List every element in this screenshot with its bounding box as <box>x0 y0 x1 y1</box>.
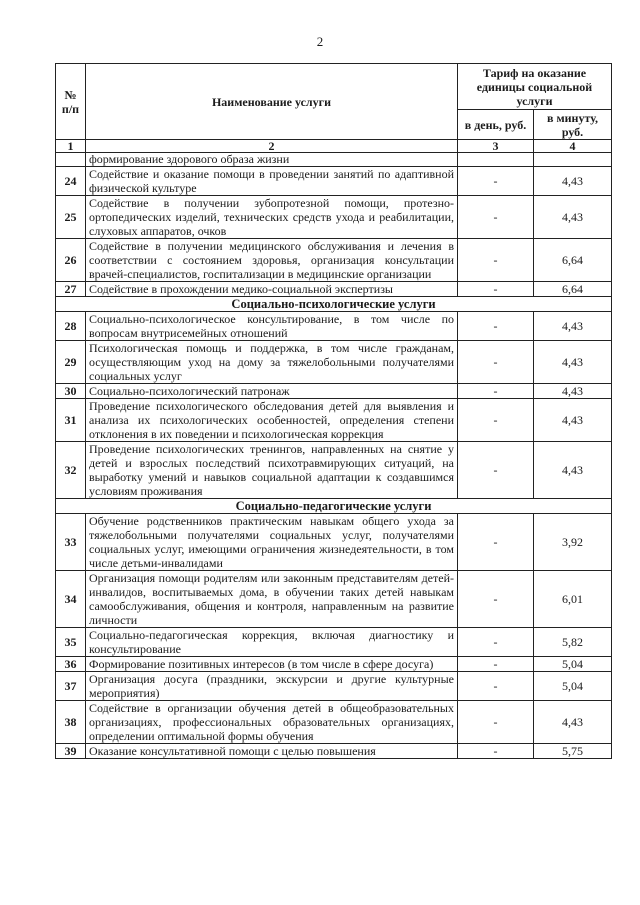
table-row <box>56 657 612 672</box>
continuation-row <box>56 153 612 167</box>
service-number: 35 <box>56 628 86 657</box>
tariff-per-minute: 3,92 <box>534 514 612 571</box>
service-name: Содействие в получении зубопротезной помощи, протезно-ортопедических изделий, технических средств ухода и реабилитации, слуховых аппаратов, очков <box>86 196 458 239</box>
tariff-per-minute: 4,43 <box>534 196 612 239</box>
service-number: 39 <box>56 744 86 759</box>
tariff-per-minute: 5,75 <box>534 744 612 759</box>
service-number: 36 <box>56 657 86 672</box>
per-minute-header: в минуту, руб. <box>534 110 612 140</box>
section-header-psych <box>56 297 612 312</box>
table-row <box>56 672 612 701</box>
service-name: Проведение психологических тренингов, направленных на снятие у детей и взрослых последствий психотравмирующих ситуаций, на выработку умений и навыков социальной адаптации к создавшимся условиям проживания <box>86 442 458 499</box>
tariff-per-day: - <box>458 657 534 672</box>
table-row <box>56 196 612 239</box>
tariff-per-minute: 5,04 <box>534 657 612 672</box>
table-row <box>56 312 612 341</box>
tariff-per-day: - <box>458 514 534 571</box>
tariff-per-day: - <box>458 239 534 282</box>
tariff-per-minute: 4,43 <box>534 341 612 384</box>
table-row <box>56 384 612 399</box>
service-name: Содействие в организации обучения детей в общеобразовательных организациях, профессиональных образовательных организациях, определении оптимальной формы обучения <box>86 701 458 744</box>
tariff-per-minute: 6,64 <box>534 239 612 282</box>
service-name: Социально-педагогическая коррекция, включая диагностику и консультирование <box>86 628 458 657</box>
tariff-per-day: - <box>458 701 534 744</box>
service-name: Организация досуга (праздники, экскурсии и другие культурные мероприятия) <box>86 672 458 701</box>
tariff-per-minute: 6,01 <box>534 571 612 628</box>
table-row <box>56 282 612 297</box>
num-column-header: № п/п <box>56 64 86 140</box>
table-row <box>56 341 612 384</box>
service-name: Обучение родственников практическим навыкам общего ухода за тяжелобольными получателями социальных услуг, получателями социальных услуг, имеющими ограничения жизнедеятельности, в том числе детьми-инвалидами <box>86 514 458 571</box>
tariff-table <box>55 63 612 759</box>
service-number: 29 <box>56 341 86 384</box>
service-number: 30 <box>56 384 86 399</box>
column-number: 1 <box>56 140 86 153</box>
tariff-per-day: - <box>458 571 534 628</box>
tariff-per-day: - <box>458 672 534 701</box>
service-name: Социально-психологическое консультирование, в том числе по вопросам внутрисемейных отношений <box>86 312 458 341</box>
service-name: Организация помощи родителям или законным представителям детей-инвалидов, воспитываемых дома, в обучении таких детей навыкам самообслуживания, общения и контроля, направленным на развитие личности <box>86 571 458 628</box>
service-number: 24 <box>56 167 86 196</box>
tariff-per-day: - <box>458 399 534 442</box>
section-header-ped <box>56 499 612 514</box>
tariff-per-day: - <box>458 628 534 657</box>
service-number: 32 <box>56 442 86 499</box>
table-row <box>56 514 612 571</box>
column-number: 3 <box>458 140 534 153</box>
table-row <box>56 701 612 744</box>
service-number: 25 <box>56 196 86 239</box>
column-numbers-row <box>56 140 612 153</box>
table-row <box>56 744 612 759</box>
tariff-per-minute: 6,64 <box>534 282 612 297</box>
column-number: 2 <box>86 140 458 153</box>
tariff-per-day: - <box>458 442 534 499</box>
service-number: 28 <box>56 312 86 341</box>
service-number: 27 <box>56 282 86 297</box>
tariff-per-day: - <box>458 341 534 384</box>
table-row <box>56 167 612 196</box>
service-name: Содействие в получении медицинского обслуживания и лечения в соответствии с состоянием здоровья, организация консультации врачей-специалистов, госпитализации в медицинские организации <box>86 239 458 282</box>
name-column-header: Наименование услуги <box>86 64 458 140</box>
service-name: Содействие в прохождении медико-социальной экспертизы <box>86 282 458 297</box>
service-number: 38 <box>56 701 86 744</box>
service-name: Проведение психологического обследования детей для выявления и анализа их психологических особенностей, определения степени отклонения в их поведении и психологическая коррекция <box>86 399 458 442</box>
tariff-per-day: - <box>458 282 534 297</box>
tariff-per-minute: 4,43 <box>534 399 612 442</box>
tariff-per-minute: 5,04 <box>534 672 612 701</box>
tariff-per-day: - <box>458 196 534 239</box>
tariff-per-minute: 4,43 <box>534 312 612 341</box>
service-name: Формирование позитивных интересов (в том числе в сфере досуга) <box>86 657 458 672</box>
tariff-per-minute: 4,43 <box>534 384 612 399</box>
section-title: Социально-педагогические услуги <box>56 499 612 514</box>
tariff-per-minute: 4,43 <box>534 442 612 499</box>
section-title: Социально-психологические услуги <box>56 297 612 312</box>
table-row <box>56 239 612 282</box>
service-number: 37 <box>56 672 86 701</box>
table-row <box>56 399 612 442</box>
tariff-per-minute: 4,43 <box>534 167 612 196</box>
service-name: Психологическая помощь и поддержка, в том числе гражданам, осуществляющим уход на дому за тяжелобольными получателями социальных услуг <box>86 341 458 384</box>
table-row <box>56 628 612 657</box>
service-number: 31 <box>56 399 86 442</box>
service-number: 34 <box>56 571 86 628</box>
service-name: Социально-психологический патронаж <box>86 384 458 399</box>
column-number: 4 <box>534 140 612 153</box>
tariff-per-day: - <box>458 312 534 341</box>
table-row <box>56 442 612 499</box>
tariff-per-minute: 4,43 <box>534 701 612 744</box>
tariff-per-day: - <box>458 744 534 759</box>
service-name: Содействие и оказание помощи в проведении занятий по адаптивной физической культуре <box>86 167 458 196</box>
service-number: 33 <box>56 514 86 571</box>
tariff-per-minute: 5,82 <box>534 628 612 657</box>
continuation-text: формирование здорового образа жизни <box>86 153 458 167</box>
page-number: 2 <box>316 34 324 49</box>
service-number: 26 <box>56 239 86 282</box>
per-day-header: в день, руб. <box>458 110 534 140</box>
service-name: Оказание консультативной помощи с целью повышения <box>86 744 458 759</box>
header-row <box>56 64 612 110</box>
table-row <box>56 571 612 628</box>
tariff-per-day: - <box>458 384 534 399</box>
tariff-per-day: - <box>458 167 534 196</box>
tariff-group-header: Тариф на оказание единицы социальной услуги <box>458 64 612 110</box>
